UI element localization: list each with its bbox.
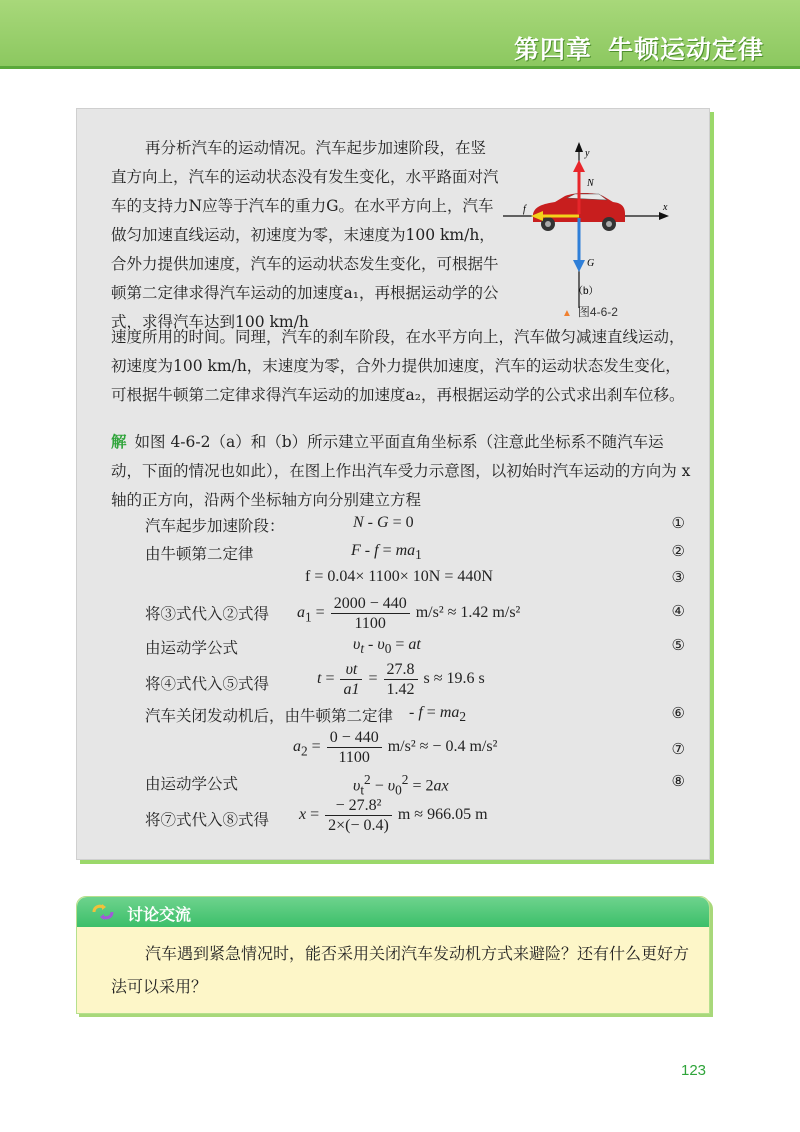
solution-text: 如图 4-6-2（a）和（b）所示建立平面直角坐标系（注意此坐标系不随汽车运动，下面的情况也如此），在图上作出汽车受力示意图，以初始时汽车运动的方向为 x 轴的正方向，沿两个坐标轴方向分别建立方程: [111, 433, 691, 509]
discussion-box: [76, 896, 710, 1014]
equation-body: N - G = 0: [353, 514, 414, 531]
equation-number: ③: [671, 568, 685, 586]
equation-row: [145, 594, 685, 634]
equation-label: 将③式代入②式得: [145, 605, 270, 623]
page-number: 123: [681, 1062, 707, 1079]
figure-caption: [562, 303, 618, 320]
equation-number: ②: [671, 542, 685, 560]
equation-label: 由运动学公式: [145, 639, 239, 657]
solution-paragraph: [111, 428, 693, 515]
equation-body: $a_2$ = $\frac{0 - 440}{1100}$ m/s² ≈ − 0.4 m/s²: [293, 729, 498, 766]
equation-label: 汽车关闭发动机后，由牛顿第二定律: [145, 707, 394, 725]
equation-number: ⑥: [671, 704, 685, 722]
equation-row: [145, 568, 685, 596]
solution-label: 解: [111, 433, 127, 451]
fraction: $\frac{0 - 440}{1100}$: [327, 728, 382, 767]
equation-body: - $f = ma_2$: [409, 704, 467, 725]
discussion-text: 汽车遇到紧急情况时，能否采用关闭汽车发动机方式来避险？还有什么更好方法可以采用？: [111, 944, 690, 996]
analysis-left-text: 再分析汽车的运动情况。汽车起步加速阶段，在竖直方向上，汽车的运动状态没有发生变化，水平路面对汽车的支持力N应等于汽车的重力G。在水平方向上，汽车做匀加速直线运动，初速度为零，末速度为100 km/h，合外力提供加速度，汽车的运动状态发生变化，可根据牛顿第二定律求得汽车运动的加速度a₁，再根据运动学的公式，求得汽车达到100 km/h: [111, 139, 499, 331]
analysis-paragraph-full: [111, 323, 693, 410]
equation-row: [145, 796, 685, 840]
equation-row: [145, 660, 685, 700]
chapter-title: [514, 30, 764, 66]
analysis-paragraph-left: [111, 134, 501, 337]
force-f-label: f: [523, 204, 526, 215]
fraction: $\frac{2000 - 440}{1100}$: [331, 594, 410, 633]
chapter-name: 牛顿运动定律: [607, 35, 764, 64]
force-diagram: [503, 138, 693, 318]
figure-sublabel: （b）: [573, 286, 599, 297]
fraction: $\frac{\upsilon t}{a1}$: [340, 660, 362, 699]
equation-body: $\upsilon_t - \upsilon_0$ = at: [353, 636, 421, 657]
equation-number: ⑧: [671, 772, 685, 790]
equation-row: [145, 514, 685, 542]
triangle-icon: ▲: [562, 308, 572, 319]
equation-number: ⑦: [671, 740, 685, 758]
axis-y-label: y: [585, 148, 590, 159]
equation-body: $a_1$ = $\frac{2000 - 440}{1100}$ m/s² ≈ 1.42 m/s²: [297, 595, 521, 632]
equation-number: ①: [671, 514, 685, 532]
equation-label: 由运动学公式: [145, 775, 239, 793]
equation-label: 由牛顿第二定律: [145, 545, 254, 563]
force-n-label: N: [587, 178, 594, 189]
figure-caption-text: 图4-6-2: [577, 305, 618, 319]
discussion-header: [77, 897, 709, 927]
equation-label: 汽车起步加速阶段：: [145, 517, 285, 535]
discussion-icon: [91, 903, 115, 921]
equation-row: [145, 542, 685, 570]
equation-body: $F - f = ma_1$: [351, 542, 422, 563]
equation-body: $\upsilon_t^2 - \upsilon_0^2 = 2ax$: [353, 772, 449, 798]
axis-x-label: x: [663, 202, 668, 213]
equation-label: 将④式代入⑤式得: [145, 675, 270, 693]
equation-body: t = $\frac{\upsilon t}{a1}$ = $\frac{27.8}{1.42}$ s ≈ 19.6 s: [317, 661, 485, 698]
equation-body: x = $\frac{\text{− 27.8²}}{2\times(- 0.4)}$ m ≈ 966.05 m: [299, 797, 488, 834]
equation-label: 将⑦式代入⑧式得: [145, 811, 270, 829]
equation-number: ④: [671, 602, 685, 620]
fraction: $\frac{27.8}{1.42}$: [384, 660, 418, 699]
discussion-title: 讨论交流: [127, 905, 192, 924]
equation-row: [145, 728, 685, 772]
equation-body: f = 0.04× 1100× 10N = 440N: [305, 568, 493, 585]
fraction: $\frac{\text{− 27.8²}}{2\times(- 0.4)}$: [325, 796, 392, 835]
header-divider: [0, 66, 800, 69]
chapter-number: 第四章: [513, 35, 592, 64]
force-g-label: G: [587, 258, 595, 269]
analysis-full-text: 速度所用的时间。同理，汽车的刹车阶段，在水平方向上，汽车做匀减速直线运动，初速度为100 km/h，末速度为零，合外力提供加速度，汽车的运动状态发生变化，可根据牛顿第二定律求得汽车运动的加速度a₂，再根据运动学的公式求出刹车位移。: [111, 328, 685, 404]
equation-number: ⑤: [671, 636, 685, 654]
